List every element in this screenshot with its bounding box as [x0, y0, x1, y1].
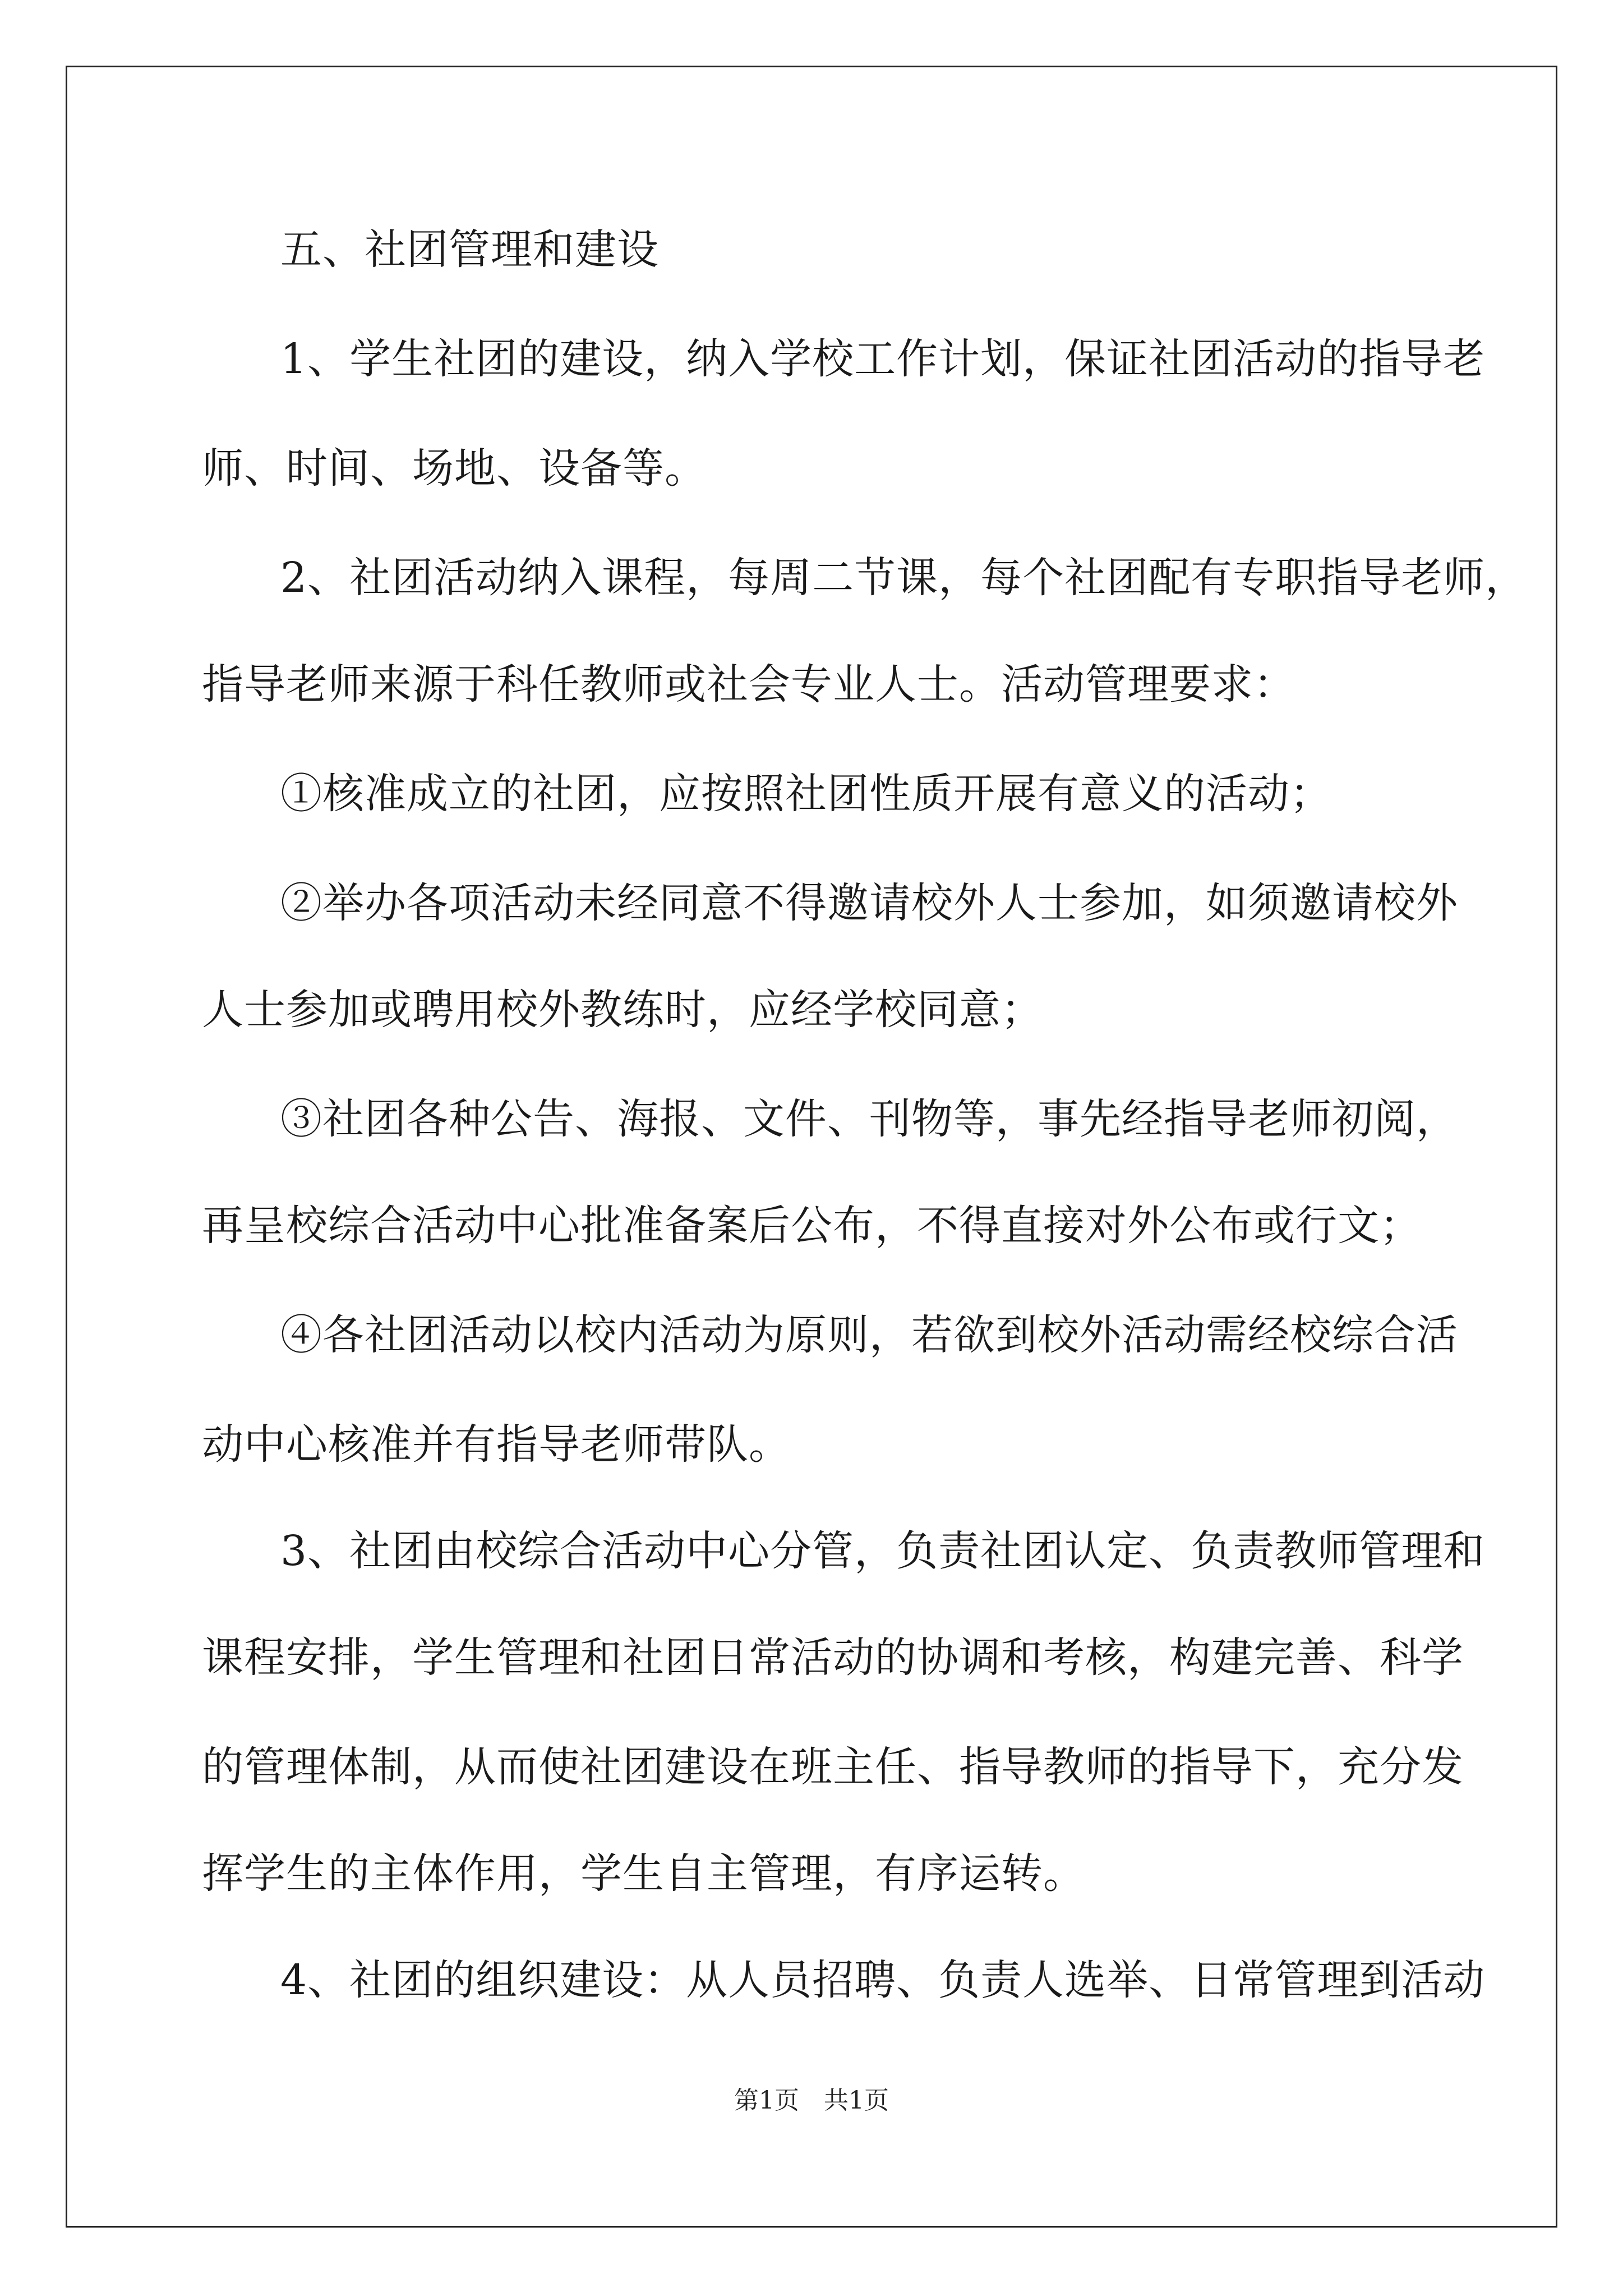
- heading-line: 五、社团管理和建设: [280, 226, 659, 274]
- paragraph-line: 的管理体制，从而使社团建设在班主任、指导教师的指导下，充分发: [202, 1743, 1464, 1791]
- paragraph-line: 动中心核准并有指导老师带队。: [202, 1420, 791, 1469]
- paragraph-line: ②举办各项活动未经同意不得邀请校外人士参加，如须邀请校外: [280, 879, 1458, 927]
- paragraph-line: 挥学生的主体作用，学生自主管理，有序运转。: [202, 1849, 1085, 1898]
- paragraph-line: 4、社团的组织建设：从人员招聘、负责人选举、日常管理到活动: [280, 1956, 1486, 2004]
- paragraph-line: 3、社团由校综合活动中心分管，负责社团认定、负责教师管理和: [280, 1527, 1486, 1575]
- paragraph-line: 1、学生社团的建设，纳入学校工作计划，保证社团活动的指导老: [280, 335, 1486, 383]
- page-footer: 第1页 共1页: [734, 2086, 889, 2115]
- paragraph-line: ③社团各种公告、海报、文件、刊物等，事先经指导老师初阅，: [280, 1095, 1458, 1143]
- paragraph-line: ④各社团活动以校内活动为原则，若欲到校外活动需经校综合活: [280, 1311, 1458, 1359]
- paragraph-line: 再呈校综合活动中心批准备案后公布，不得直接对外公布或行文；: [202, 1202, 1422, 1250]
- paragraph-line: ①核准成立的社团，应按照社团性质开展有意义的活动；: [280, 770, 1332, 818]
- paragraph-line: 指导老师来源于科任教师或社会专业人士。活动管理要求：: [202, 660, 1295, 708]
- paragraph-line: 师、时间、场地、设备等。: [202, 444, 707, 493]
- paragraph-line: 2、社团活动纳入课程，每周二节课，每个社团配有专职指导老师，: [280, 554, 1528, 602]
- paragraph-line: 人士参加或聘用校外教练时，应经学校同意；: [202, 986, 1043, 1034]
- paragraph-line: 课程安排，学生管理和社团日常活动的协调和考核，构建完善、科学: [202, 1634, 1464, 1682]
